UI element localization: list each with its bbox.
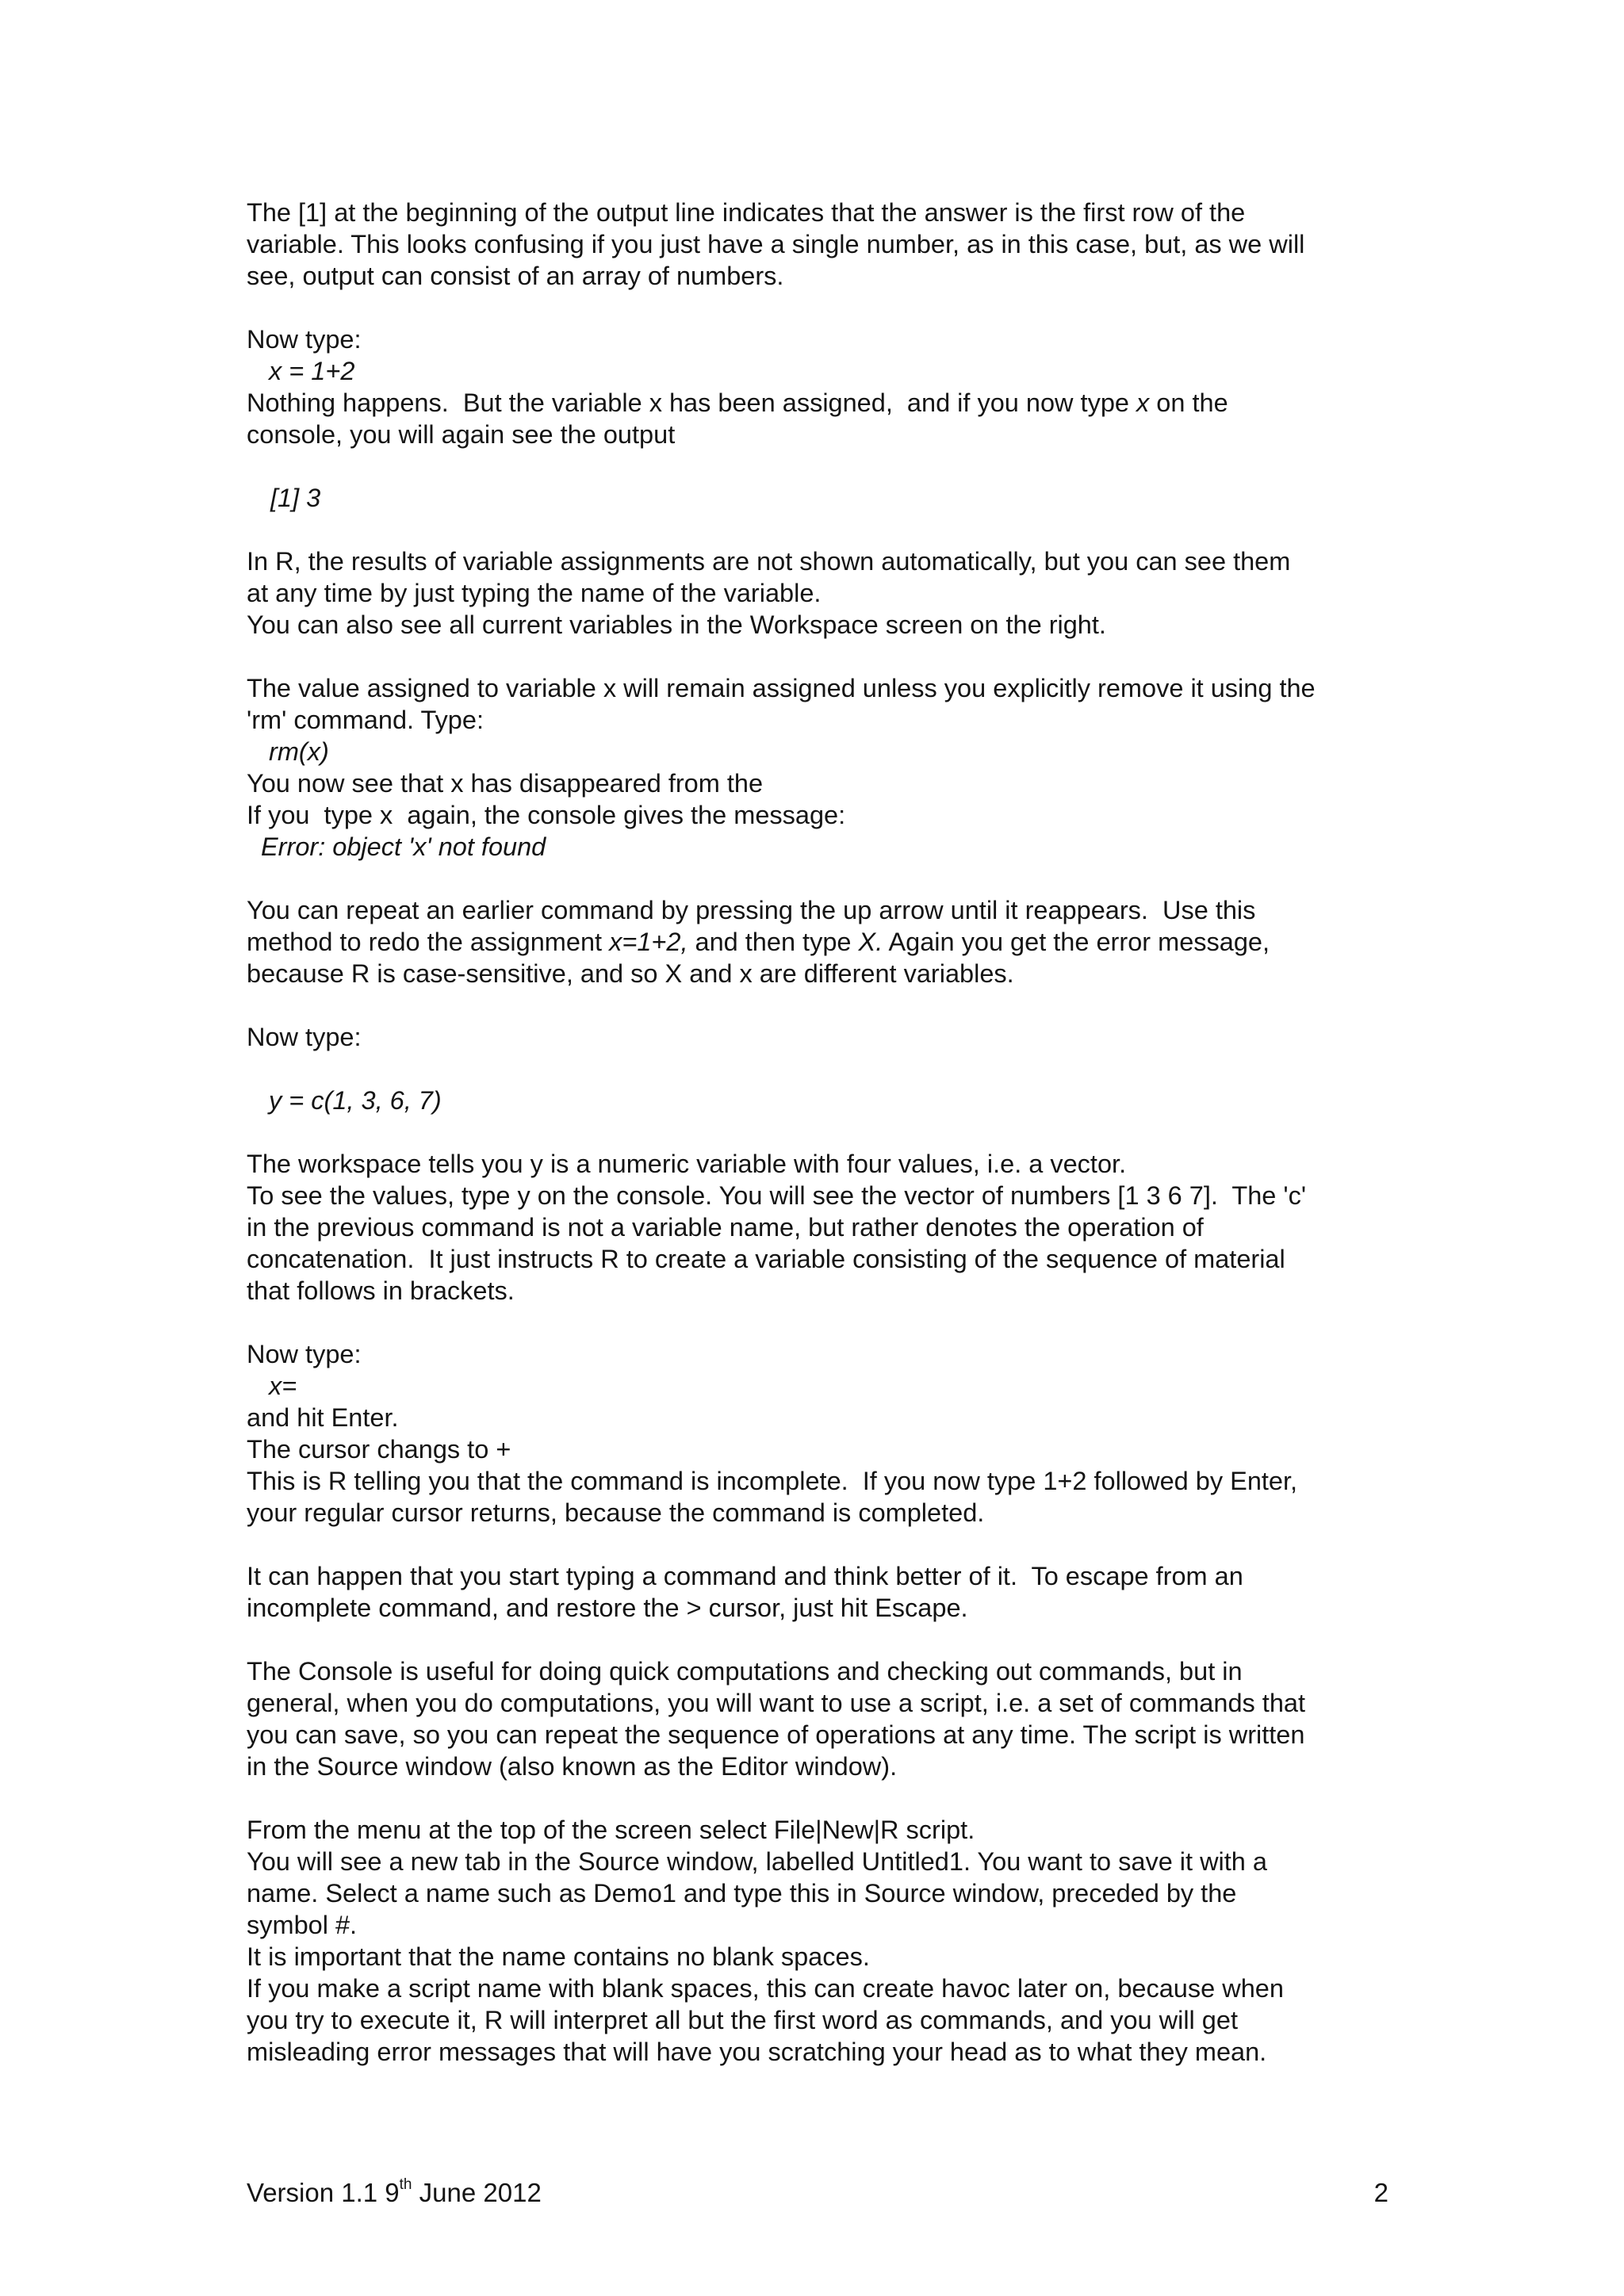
text-line: You can repeat an earlier command by pressing the up arrow until it reappears. Use this [247, 896, 1256, 924]
document-body [247, 197, 1404, 2068]
text-line: The [1] at the beginning of the output line indicates that the answer is the first row of the [247, 198, 1246, 227]
text-line: Now type: [247, 1023, 362, 1051]
page-number: 2 [1373, 2178, 1388, 2207]
code-inline: X. [858, 928, 883, 956]
text-line: name. Select a name such as Demo1 and type this in Source window, preceded by the [247, 1879, 1237, 1908]
text-line: To see the values, type y on the console. You will see the vector of numbers [1 3 6 7]. The 'c' [247, 1181, 1307, 1210]
code-output-line: [1] 3 [270, 484, 321, 512]
text-line: you can save, so you can repeat the sequence of operations at any time. The script is written [247, 1720, 1305, 1749]
text-line: in the Source window (also known as the Editor window). [247, 1752, 898, 1781]
text-line: your regular cursor returns, because the command is completed. [247, 1498, 985, 1527]
text-line: incomplete command, and restore the > cursor, just hit Escape. [247, 1594, 968, 1622]
text-line: symbol #. [247, 1911, 358, 1939]
text-segment: Again you get the error message, [883, 928, 1270, 956]
text-line: The value assigned to variable x will remain assigned unless you explicitly remove it using the [247, 674, 1316, 702]
text-line: at any time by just typing the name of the variable. [247, 579, 822, 607]
text-line: because R is case-sensitive, and so X and x are different variables. [247, 959, 1014, 988]
paragraph-gap [247, 514, 1404, 545]
text-line: You will see a new tab in the Source window, labelled Untitled1. You want to save it with a [247, 1847, 1267, 1876]
text-line: From the menu at the top of the screen select File|New|R script. [247, 1816, 975, 1844]
text-line: in the previous command is not a variable name, but rather denotes the operation of [247, 1213, 1204, 1242]
text-line: It is important that the name contains no blank spaces. [247, 1942, 870, 1971]
paragraph-gap [247, 1116, 1404, 1148]
text-line: The workspace tells you y is a numeric variable with four values, i.e. a vector. [247, 1150, 1127, 1178]
text-line: and hit Enter. [247, 1403, 399, 1432]
text-line [247, 926, 1404, 958]
text-line: concatenation. It just instructs R to create a variable consisting of the sequence of material [247, 1245, 1285, 1273]
footer-version-prefix: Version 1.1 9 [247, 2178, 400, 2207]
text-line: The cursor changs to + [247, 1435, 511, 1464]
text-line: If you type x again, the console gives the message: [247, 801, 846, 829]
code-line: y = c(1, 3, 6, 7) [269, 1086, 442, 1115]
text-line: Now type: [247, 1340, 362, 1368]
text-line: You can also see all current variables in the Workspace screen on the right. [247, 610, 1106, 639]
paragraph-gap [247, 292, 1404, 323]
paragraph-gap [247, 1782, 1404, 1814]
text-line: see, output can consist of an array of numbers. [247, 262, 784, 290]
paragraph-gap [247, 1307, 1404, 1338]
paragraph-gap [247, 1624, 1404, 1655]
text-line: misleading error messages that will have you scratching your head as to what they mean. [247, 2038, 1267, 2066]
text-line: that follows in brackets. [247, 1276, 515, 1305]
paragraph-gap [247, 450, 1404, 482]
footer-version [247, 2177, 542, 2209]
text-segment: Nothing happens. But the variable x has been assigned, and if you now type [247, 388, 1136, 417]
text-line: It can happen that you start typing a command and think better of it. To escape from an [247, 1562, 1243, 1590]
error-message-line: Error: object 'x' not found [261, 832, 546, 861]
code-line: rm(x) [269, 737, 329, 766]
text-line: 'rm' command. Type: [247, 706, 484, 734]
paragraph-gap [247, 989, 1404, 1021]
text-line: Now type: [247, 325, 362, 354]
paragraph-gap [247, 1529, 1404, 1560]
code-line: x = 1+2 [269, 357, 355, 385]
text-segment: on the [1149, 388, 1228, 417]
text-line: The Console is useful for doing quick computations and checking out commands, but in [247, 1657, 1243, 1686]
paragraph-gap [247, 641, 1404, 672]
text-line: In R, the results of variable assignments are not shown automatically, but you can see them [247, 547, 1291, 576]
text-segment: method to redo the assignment [247, 928, 610, 956]
code-inline: x=1+2, [609, 928, 688, 956]
text-line: you try to execute it, R will interpret all but the first word as commands, and you will get [247, 2006, 1238, 2034]
code-inline: x [1136, 388, 1150, 417]
text-line [247, 387, 1404, 419]
text-line: console, you will again see the output [247, 420, 676, 449]
text-line: This is R telling you that the command is incomplete. If you now type 1+2 followed by Enter, [247, 1467, 1298, 1495]
text-segment: and then type [688, 928, 859, 956]
footer-version-superscript: th [399, 2176, 412, 2193]
paragraph-gap [247, 863, 1404, 894]
text-line: variable. This looks confusing if you just have a single number, as in this case, but, as we will [247, 230, 1305, 258]
footer-version-suffix: June 2012 [412, 2178, 542, 2207]
text-line: If you make a script name with blank spaces, this can create havoc later on, because when [247, 1974, 1284, 2003]
text-line: general, when you do computations, you will want to use a script, i.e. a set of commands that [247, 1689, 1306, 1717]
code-line: x= [269, 1372, 297, 1400]
text-line: You now see that x has disappeared from the [247, 769, 764, 798]
paragraph-gap [247, 1053, 1404, 1085]
